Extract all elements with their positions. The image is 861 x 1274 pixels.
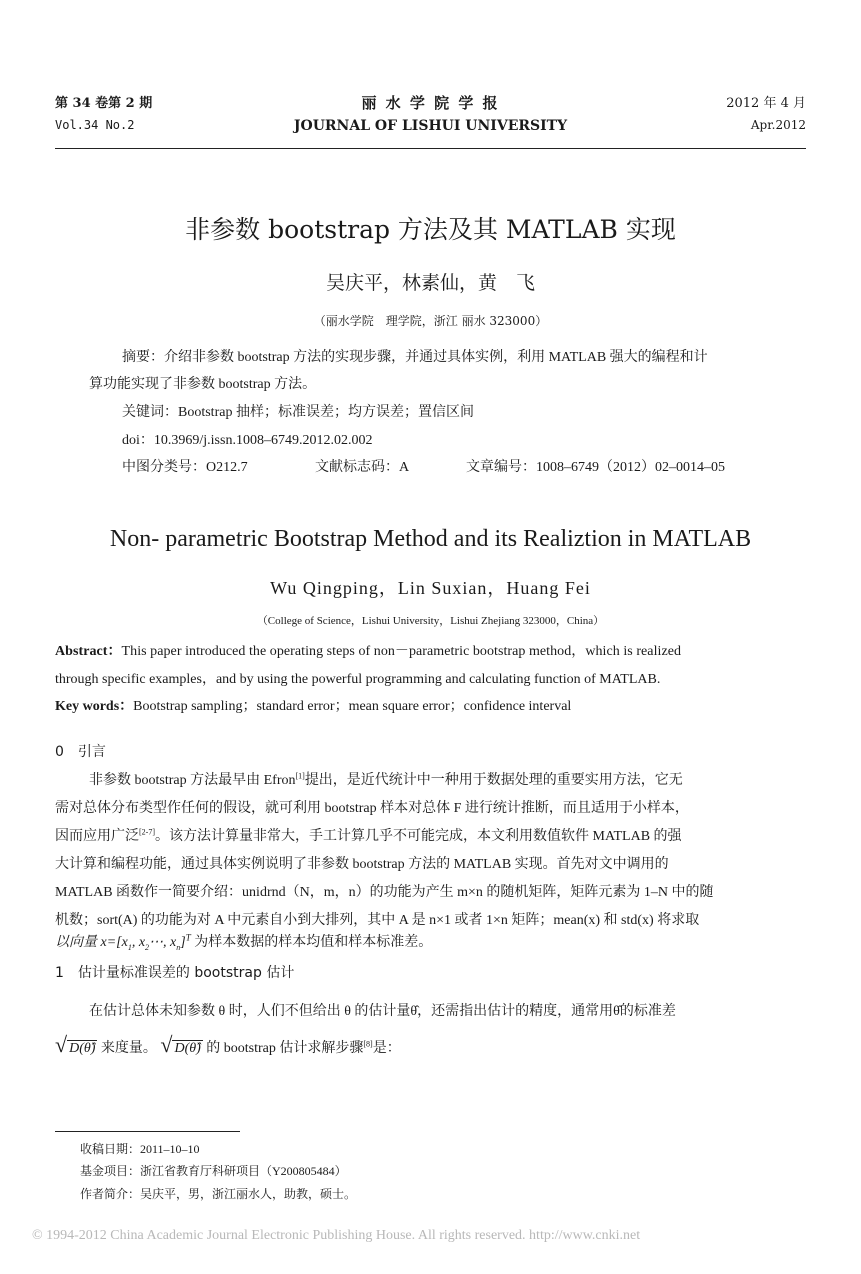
classification-doc-code: 文献标志码：A (315, 460, 410, 475)
issue-en: Vol.34 No.2 (55, 118, 135, 132)
doi: doi：10.3969/j.issn.1008–6749.2012.02.002 (122, 433, 373, 448)
section1-line2 (55, 1032, 806, 1060)
keywords-en-text: Bootstrap sampling；standard error；mean square error；confidence interval (133, 699, 572, 714)
section0-line3-a: 因而应用广泛 (55, 829, 139, 844)
affiliation-en: （College of Science，Lishui University，Lishui Zhejiang 323000，China） (256, 615, 605, 627)
copyright-notice: © 1994-2012 China Academic Journal Electronic Publishing House. All rights reserved. http://www.cnki.net (32, 1228, 641, 1243)
section0-line1 (89, 769, 840, 789)
keywords-en (55, 695, 806, 715)
date-cn: 2012 年 4 月 (726, 96, 806, 111)
footnote-fund: 基金项目：浙江省教育厅科研项目（Y200805484） (80, 1164, 347, 1178)
section1-line2-b: 的 bootstrap 估计求解步骤 (206, 1041, 364, 1056)
authors-cn: 吴庆平，林素仙，黄 飞 (325, 272, 535, 294)
keywords-en-label: Key words： (55, 699, 134, 714)
affiliation-cn: （丽水学院 理学院，浙江 丽水 323000） (313, 314, 548, 328)
ref-1: [1] (295, 771, 305, 781)
section1-heading: 1 估计量标准误差的 bootstrap 估计 (55, 965, 295, 981)
keywords-cn-text: Bootstrap 抽样；标准误差；均方误差；置信区间 (178, 405, 474, 420)
ref-3: [8] (363, 1039, 373, 1049)
abstract-cn-line2: 算功能实现了非参数 bootstrap 方法。 (89, 377, 317, 392)
issue-cn: 第 34 卷第 2 期 (55, 96, 153, 111)
section0-line6: 机数；sort(A) 的功能为对 A 中元素自小到大排列，其中 A 是 n×1 或者 1×n 矩阵；mean(x) 和 std(x) 将求取 (55, 913, 700, 928)
formula-2: D(θ̂) (174, 1041, 201, 1056)
classification-article-no: 文章编号：1008–6749（2012）02–0014–05 (466, 460, 725, 475)
sqrt-formula-1: √ D(θ̂) (55, 1032, 96, 1057)
section0-line3-b: 。该方法计算量非常大，手工计算几乎不可能完成，本文利用数值软件 MATLAB 的强 (155, 829, 682, 844)
abstract-en-line1 (55, 640, 806, 660)
section1-line2-c: 是： (372, 1041, 401, 1056)
section0-line7-b: 为样本数据的样本均值和样本标准差。 (194, 935, 433, 950)
abstract-en-text-1: This paper introduced the operating steps of non－parametric bootstrap method，which is realized (121, 644, 682, 659)
section1-line2-a: 来度量。 (100, 1041, 157, 1056)
abstract-en-label: Abstract： (55, 644, 122, 659)
footnote-rule (55, 1131, 240, 1132)
journal-name-cn: 丽 水 学 院 学 报 (361, 94, 500, 112)
footnote-author: 作者简介：吴庆平，男，浙江丽水人，助教，硕士。 (80, 1187, 357, 1201)
title-cn: 非参数 bootstrap 方法及其 MATLAB 实现 (185, 215, 676, 244)
section0-line1-b: 提出，是近代统计中一种用于数据处理的重要实用方法，它无 (304, 773, 683, 788)
header-rule (55, 148, 806, 149)
section0-heading: 0 引言 (55, 744, 106, 760)
authors-en: Wu Qingping，Lin Suxian，Huang Fei (270, 578, 591, 598)
sqrt-formula-2: √ D(θ̂) (160, 1032, 201, 1057)
section0-line1-a: 非参数 bootstrap 方法最早由 Efron (89, 773, 296, 788)
abstract-cn-label: 摘要： (122, 350, 164, 365)
date-en: Apr.2012 (750, 118, 806, 132)
section1-line1: 在估计总体未知参数 θ 时，人们不但给出 θ 的估计量θ̂，还需指出估计的精度，通常用θ̂的标准差 (89, 1004, 676, 1019)
keywords-cn-label: 关键词： (122, 405, 178, 420)
keywords-cn (122, 401, 861, 421)
formula-1: D(θ̂) (69, 1041, 96, 1056)
journal-name-en: JOURNAL OF LISHUI UNIVERSITY (293, 118, 568, 134)
section0-line4: 大计算和编程功能，通过具体实例说明了非参数 bootstrap 方法的 MATLAB 实现。首先对文中调用的 (55, 857, 669, 872)
section0-line3 (55, 825, 806, 845)
vector-x-start: 以向量 x=[x (55, 935, 128, 950)
section0-line2: 需对总体分布类型作任何的假设，就可利用 bootstrap 样本对总体 F 进行统计推断，而且适用于小样本， (55, 801, 689, 816)
abstract-cn-text-1: 介绍非参数 bootstrap 方法的实现步骤，并通过具体实例，利用 MATLAB 强大的编程和计 (164, 350, 708, 365)
classification-clc: 中图分类号：O212.7 (122, 460, 248, 475)
ref-2: [2-7] (139, 827, 155, 837)
vector-definition: 以向量 $x=[x_1$, $x_2\cdots$, $x_n]^T$ (55, 932, 191, 952)
abstract-cn-line1 (122, 346, 812, 366)
abstract-en-line2: through specific examples，and by using the powerful programming and calculating function of MATLAB. (55, 672, 661, 687)
section0-line5: MATLAB 函数作一简要介绍：unidrnd（N，m，n）的功能为产生 m×n 的随机矩阵，矩阵元素为 1–N 中的随 (55, 885, 714, 900)
section0-line7 (55, 931, 806, 952)
footnote-received: 收稿日期：2011–10–10 (80, 1142, 200, 1156)
title-en: Non- parametric Bootstrap Method and its Realiztion in MATLAB (109, 526, 752, 552)
